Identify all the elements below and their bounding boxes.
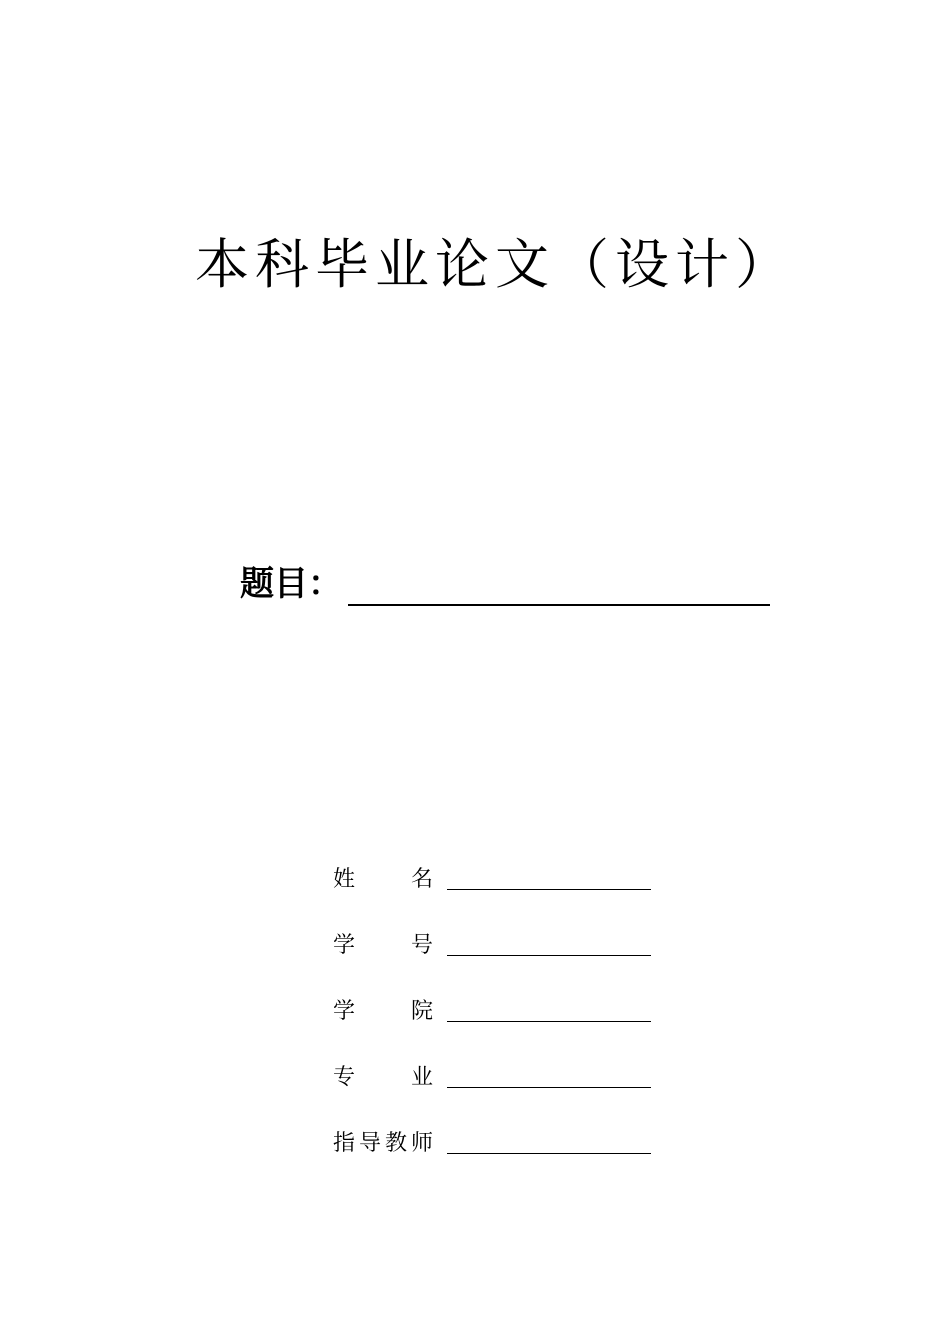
student-id-field-label-char: 号 — [410, 933, 433, 958]
major-field-row — [333, 1056, 651, 1096]
advisor-field-label-char: 师 — [410, 1131, 433, 1156]
student-id-blank-line[interactable] — [447, 955, 651, 956]
topic-blank-line[interactable] — [348, 604, 770, 606]
advisor-field-label — [333, 1126, 433, 1162]
college-field-label — [333, 994, 433, 1030]
document-title: 本科毕业论文（设计） — [195, 233, 795, 296]
advisor-field-label-char: 指 — [333, 1131, 356, 1156]
name-field-label — [333, 862, 433, 898]
name-field-label-char: 姓 — [333, 867, 356, 892]
name-field-row — [333, 858, 651, 898]
advisor-field-row — [333, 1122, 651, 1162]
topic-row — [240, 560, 770, 608]
major-field-label — [333, 1060, 433, 1096]
major-blank-line[interactable] — [447, 1087, 651, 1088]
major-field-label-char: 专 — [333, 1065, 356, 1090]
topic-label: 题目： — [240, 564, 342, 604]
student-id-field-label — [333, 928, 433, 964]
college-field-label-char: 学 — [333, 999, 356, 1024]
advisor-field-label-char: 导 — [358, 1131, 381, 1156]
name-field-label-char: 名 — [410, 867, 433, 892]
student-id-field-label-char: 学 — [333, 933, 356, 958]
advisor-field-label-char: 教 — [384, 1131, 407, 1156]
name-blank-line[interactable] — [447, 889, 651, 890]
student-id-field-row — [333, 924, 651, 964]
major-field-label-char: 业 — [410, 1065, 433, 1090]
college-blank-line[interactable] — [447, 1021, 651, 1022]
college-field-label-char: 院 — [410, 999, 433, 1024]
advisor-blank-line[interactable] — [447, 1153, 651, 1154]
college-field-row — [333, 990, 651, 1030]
student-info-block — [333, 858, 651, 1188]
